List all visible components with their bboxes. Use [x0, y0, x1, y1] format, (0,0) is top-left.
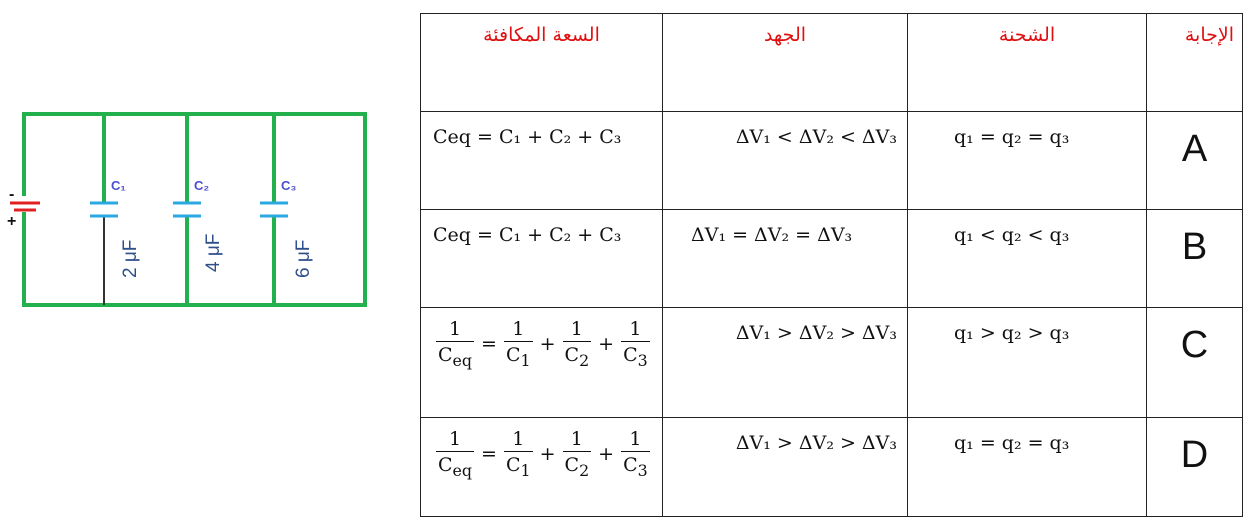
voltage-relation: ΔV₁ > ΔV₂ > ΔV₃: [735, 432, 897, 454]
voltage-relation: ΔV₁ < ΔV₂ < ΔV₃: [735, 126, 897, 148]
capacitor-c3-label: C₃: [281, 178, 297, 193]
charge-relation: q₁ < q₂ < q₃: [954, 224, 1070, 246]
table-row: [421, 418, 1243, 517]
voltage-relation: ΔV₁ > ΔV₂ > ΔV₃: [735, 322, 897, 344]
parallel-capacitor-circuit: [0, 0, 380, 330]
ceq-formula: Ceq = C₁ + C₂ + C₃: [433, 126, 622, 148]
capacitor-c1-value: 2 μF: [120, 239, 141, 278]
header-voltage: الجهد: [663, 14, 908, 112]
voltage-relation: ΔV₁ = ΔV₂ = ΔV₃: [691, 224, 853, 246]
ceq-cell: [421, 308, 663, 418]
circuit-wires: [22, 112, 366, 307]
charge-relation: q₁ = q₂ = q₃: [954, 432, 1070, 454]
capacitor-c2-value: 4 μF: [203, 233, 224, 272]
header-equivalent-capacitance: السعة المكافئة: [421, 14, 663, 112]
charge-cell: [908, 210, 1147, 308]
answer-letter[interactable]: C: [1147, 308, 1243, 418]
header-row: [421, 14, 1243, 112]
ceq-cell: [421, 418, 663, 517]
table-row: [421, 210, 1243, 308]
capacitor-c1: [90, 203, 118, 216]
ceq-formula: $\frac{1}{C_{eq}}$ = $\frac{1}{C_1}$ + $\frac{1}{C_2}$ + $\frac{1}{C_3}$: [438, 428, 648, 480]
capacitor-c2: [173, 203, 201, 216]
ceq-formula: Ceq = C₁ + C₂ + C₃: [433, 224, 622, 246]
voltage-cell: [663, 112, 908, 210]
answer-letter[interactable]: D: [1147, 418, 1243, 517]
table-row: [421, 112, 1243, 210]
capacitor-c3: [260, 203, 288, 216]
header-answer: الإجابة: [1147, 14, 1243, 112]
charge-relation: q₁ = q₂ = q₃: [954, 126, 1070, 148]
charge-cell: [908, 112, 1147, 210]
charge-relation: q₁ > q₂ > q₃: [954, 322, 1070, 344]
charge-cell: [908, 418, 1147, 517]
answer-options-table: [420, 13, 1243, 517]
ceq-cell: [421, 112, 663, 210]
ceq-formula: $\frac{1}{C_{eq}}$ = $\frac{1}{C_1}$ + $\frac{1}{C_2}$ + $\frac{1}{C_3}$: [438, 318, 648, 370]
capacitor-c3-value: 6 μF: [293, 239, 314, 278]
ceq-cell: [421, 210, 663, 308]
answer-letter[interactable]: B: [1147, 210, 1243, 308]
voltage-cell: [663, 308, 908, 418]
voltage-cell: [663, 210, 908, 308]
charge-cell: [908, 308, 1147, 418]
table-row: [421, 308, 1243, 418]
battery-plus: +: [7, 213, 17, 230]
answer-letter[interactable]: A: [1147, 112, 1243, 210]
voltage-cell: [663, 418, 908, 517]
capacitor-c1-label: C₁: [111, 178, 126, 193]
battery-minus: -: [9, 186, 15, 203]
header-charge: الشحنة: [908, 14, 1147, 112]
capacitor-c2-label: C₂: [194, 178, 210, 193]
